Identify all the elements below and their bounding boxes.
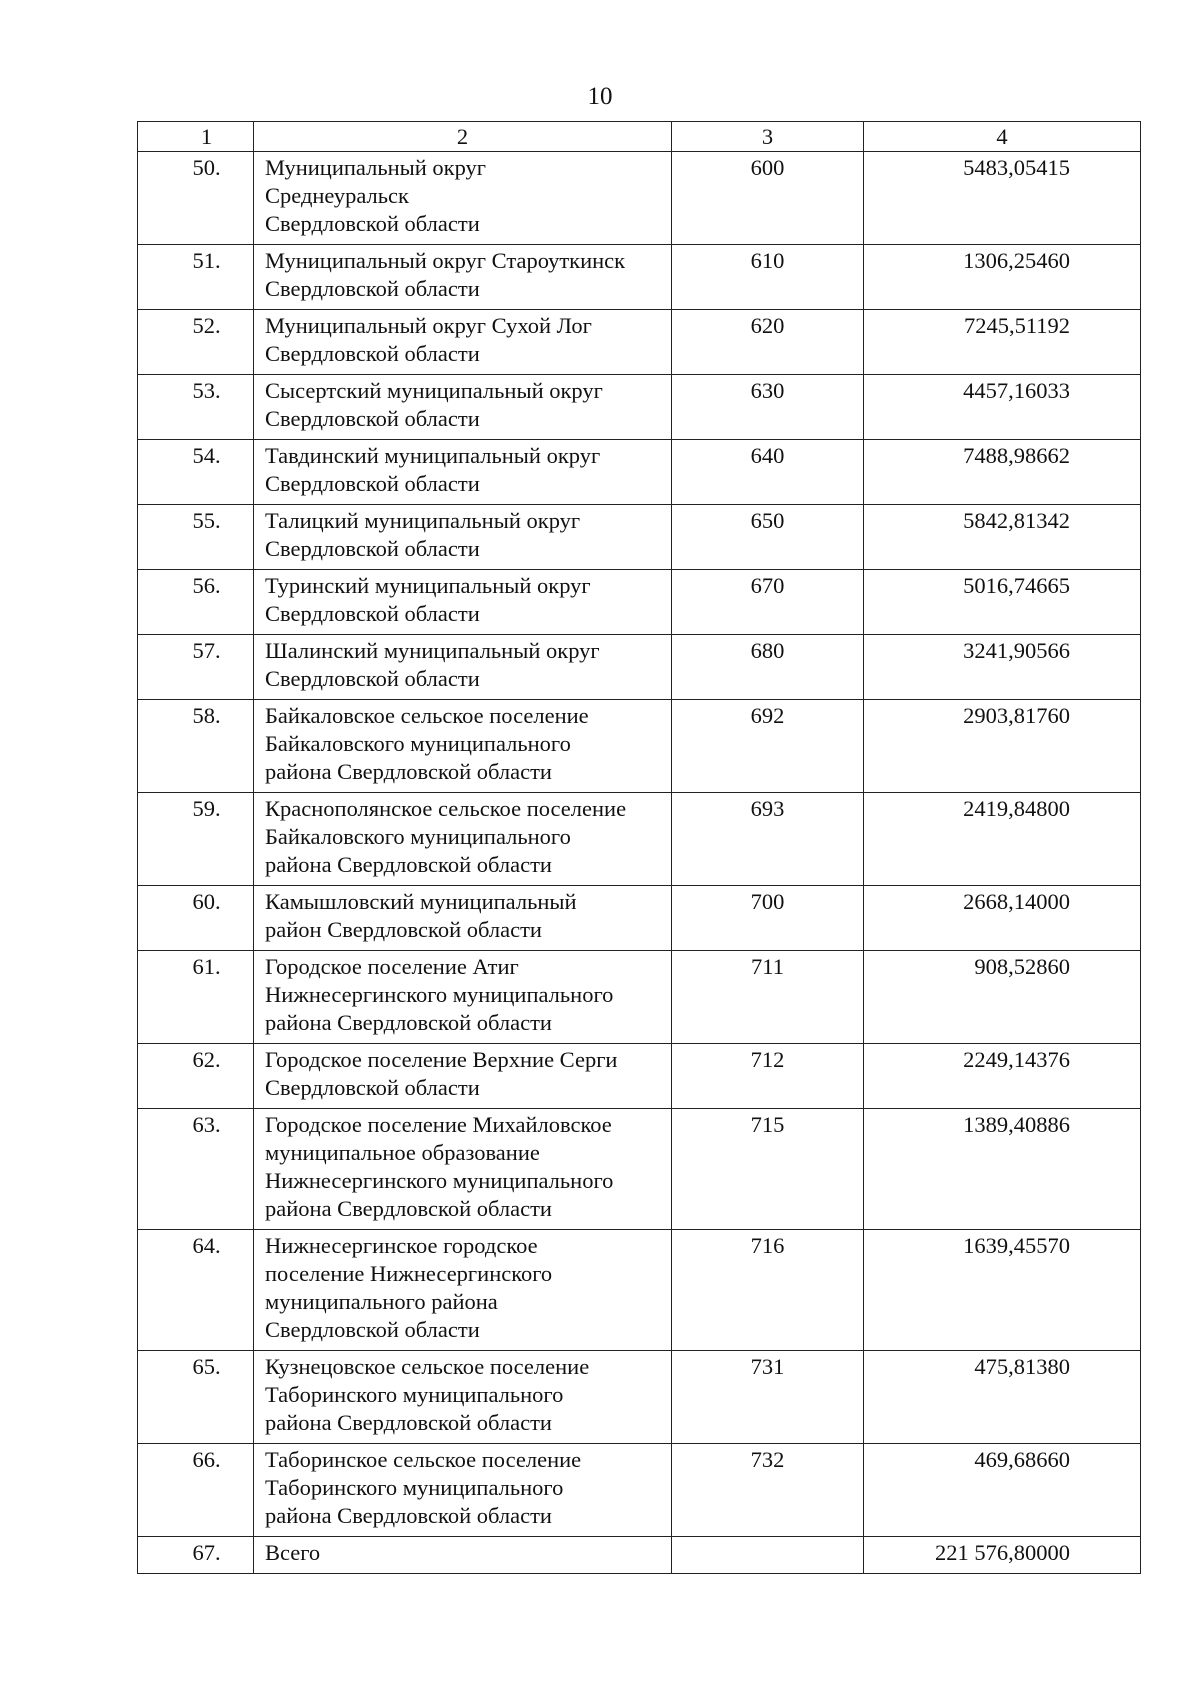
row-number-cell: 58. [138, 700, 254, 793]
code-cell: 700 [672, 886, 864, 951]
row-number-cell: 66. [138, 1444, 254, 1537]
municipality-name-line: Всего [265, 1540, 321, 1565]
municipality-name-line: муниципального района [265, 1289, 498, 1314]
code-cell: 640 [672, 440, 864, 505]
municipality-name-line: Краснополянское сельское поселение [265, 796, 627, 821]
municipality-name-line: Талицкий муниципальный округ [265, 508, 581, 533]
municipality-name-line: района Свердловской области [265, 1410, 552, 1435]
row-number-cell: 61. [138, 951, 254, 1044]
municipality-name-cell [254, 505, 672, 570]
municipality-name-line: района Свердловской области [265, 759, 552, 784]
table-row [138, 1537, 1141, 1574]
budget-table [137, 121, 1141, 1574]
municipality-name-line: Нижнесергинского муниципального [265, 982, 614, 1007]
municipality-name-cell [254, 951, 672, 1044]
municipality-name-line: Таборинского муниципального [265, 1382, 564, 1407]
municipality-name-line: Байкаловского муниципального [265, 824, 571, 849]
code-cell: 715 [672, 1109, 864, 1230]
municipality-name-cell [254, 1351, 672, 1444]
municipality-name-cell [254, 635, 672, 700]
amount-cell: 221 576,80000 [864, 1537, 1141, 1574]
amount-cell: 3241,90566 [864, 635, 1141, 700]
amount-cell: 2903,81760 [864, 700, 1141, 793]
row-number-cell: 52. [138, 310, 254, 375]
row-number-cell: 54. [138, 440, 254, 505]
municipality-name-line: Свердловской области [265, 536, 480, 561]
code-cell: 620 [672, 310, 864, 375]
municipality-name-line: Среднеуральск [265, 183, 409, 208]
municipality-name-line: Кузнецовское сельское поселение [265, 1354, 590, 1379]
table-row [138, 310, 1141, 375]
row-number-cell: 55. [138, 505, 254, 570]
municipality-name-cell [254, 1444, 672, 1537]
code-cell: 670 [672, 570, 864, 635]
municipality-name-line: Таборинского муниципального [265, 1475, 564, 1500]
row-number-cell: 64. [138, 1230, 254, 1351]
amount-cell: 5842,81342 [864, 505, 1141, 570]
table-row [138, 635, 1141, 700]
amount-cell: 1306,25460 [864, 245, 1141, 310]
table-row [138, 570, 1141, 635]
amount-cell: 5483,05415 [864, 152, 1141, 245]
table-row [138, 152, 1141, 245]
municipality-name-cell [254, 1537, 672, 1574]
code-cell: 610 [672, 245, 864, 310]
municipality-name-line: Камышловский муниципальный [265, 889, 577, 914]
amount-cell: 908,52860 [864, 951, 1141, 1044]
row-number-cell: 65. [138, 1351, 254, 1444]
municipality-name-cell [254, 245, 672, 310]
municipality-name-line: Таборинское сельское поселение [265, 1447, 582, 1472]
code-cell: 692 [672, 700, 864, 793]
header-cell-1: 1 [138, 122, 254, 152]
municipality-name-cell [254, 375, 672, 440]
amount-cell: 7245,51192 [864, 310, 1141, 375]
municipality-name-line: Свердловской области [265, 211, 480, 236]
municipality-name-line: Городское поселение Атиг [265, 954, 519, 979]
table-row [138, 1109, 1141, 1230]
table-row [138, 700, 1141, 793]
code-cell: 600 [672, 152, 864, 245]
municipality-name-line: поселение Нижнесергинского [265, 1261, 553, 1286]
municipality-name-cell [254, 700, 672, 793]
header-cell-2: 2 [254, 122, 672, 152]
municipality-name-line: муниципальное образование [265, 1140, 540, 1165]
table-row [138, 245, 1141, 310]
table-row [138, 1044, 1141, 1109]
municipality-name-line: Свердловской области [265, 601, 480, 626]
code-cell: 732 [672, 1444, 864, 1537]
code-cell: 731 [672, 1351, 864, 1444]
municipality-name-line: Байкаловское сельское поселение [265, 703, 589, 728]
code-cell: 680 [672, 635, 864, 700]
municipality-name-line: Нижнесергинское городское [265, 1233, 538, 1258]
table-row [138, 886, 1141, 951]
amount-cell: 7488,98662 [864, 440, 1141, 505]
row-number-cell: 67. [138, 1537, 254, 1574]
row-number-cell: 51. [138, 245, 254, 310]
municipality-name-cell [254, 440, 672, 505]
amount-cell: 469,68660 [864, 1444, 1141, 1537]
table-row [138, 793, 1141, 886]
code-cell [672, 1537, 864, 1574]
municipality-name-cell [254, 1230, 672, 1351]
municipality-name-line: района Свердловской области [265, 1010, 552, 1035]
row-number-cell: 60. [138, 886, 254, 951]
row-number-cell: 53. [138, 375, 254, 440]
municipality-name-line: Свердловской области [265, 1075, 480, 1100]
municipality-name-line: района Свердловской области [265, 852, 552, 877]
municipality-name-cell [254, 1109, 672, 1230]
table-row [138, 1351, 1141, 1444]
table-row [138, 375, 1141, 440]
municipality-name-cell [254, 886, 672, 951]
amount-cell: 1389,40886 [864, 1109, 1141, 1230]
row-number-cell: 59. [138, 793, 254, 886]
code-cell: 693 [672, 793, 864, 886]
municipality-name-line: Муниципальный округ Сухой Лог [265, 313, 592, 338]
page-number: 10 [587, 83, 613, 110]
code-cell: 630 [672, 375, 864, 440]
code-cell: 716 [672, 1230, 864, 1351]
municipality-name-line: Свердловской области [265, 276, 480, 301]
municipality-name-line: Нижнесергинского муниципального [265, 1168, 614, 1193]
row-number-cell: 62. [138, 1044, 254, 1109]
amount-cell: 2419,84800 [864, 793, 1141, 886]
amount-cell: 475,81380 [864, 1351, 1141, 1444]
municipality-name-line: Муниципальный округ Староуткинск [265, 248, 626, 273]
municipality-name-line: Туринский муниципальный округ [265, 573, 591, 598]
table-row [138, 505, 1141, 570]
municipality-name-cell [254, 793, 672, 886]
row-number-cell: 50. [138, 152, 254, 245]
municipality-name-line: Байкаловского муниципального [265, 731, 571, 756]
amount-cell: 4457,16033 [864, 375, 1141, 440]
municipality-name-line: Муниципальный округ [265, 155, 487, 180]
municipality-name-cell [254, 1044, 672, 1109]
amount-cell: 2668,14000 [864, 886, 1141, 951]
row-number-cell: 57. [138, 635, 254, 700]
table-header-row [138, 122, 1141, 152]
table-row [138, 1230, 1141, 1351]
municipality-name-line: Свердловской области [265, 666, 480, 691]
municipality-name-line: район Свердловской области [265, 917, 542, 942]
municipality-name-line: Свердловской области [265, 406, 480, 431]
code-cell: 650 [672, 505, 864, 570]
municipality-name-line: Тавдинский муниципальный округ [265, 443, 601, 468]
municipality-name-line: Свердловской области [265, 341, 480, 366]
municipality-name-line: Городское поселение Михайловское [265, 1112, 612, 1137]
header-cell-3: 3 [672, 122, 864, 152]
municipality-name-cell [254, 152, 672, 245]
table-row [138, 1444, 1141, 1537]
row-number-cell: 56. [138, 570, 254, 635]
municipality-name-cell [254, 570, 672, 635]
row-number-cell: 63. [138, 1109, 254, 1230]
municipality-name-line: Сысертский муниципальный округ [265, 378, 603, 403]
code-cell: 711 [672, 951, 864, 1044]
municipality-name-line: района Свердловской области [265, 1503, 552, 1528]
municipality-name-line: Свердловской области [265, 471, 480, 496]
table-row [138, 951, 1141, 1044]
amount-cell: 1639,45570 [864, 1230, 1141, 1351]
table-row [138, 440, 1141, 505]
header-cell-4: 4 [864, 122, 1141, 152]
municipality-name-line: района Свердловской области [265, 1196, 552, 1221]
municipality-name-line: Свердловской области [265, 1317, 480, 1342]
amount-cell: 5016,74665 [864, 570, 1141, 635]
municipality-name-cell [254, 310, 672, 375]
amount-cell: 2249,14376 [864, 1044, 1141, 1109]
municipality-name-line: Шалинский муниципальный округ [265, 638, 600, 663]
code-cell: 712 [672, 1044, 864, 1109]
municipality-name-line: Городское поселение Верхние Серги [265, 1047, 618, 1072]
table-body [138, 122, 1141, 1574]
